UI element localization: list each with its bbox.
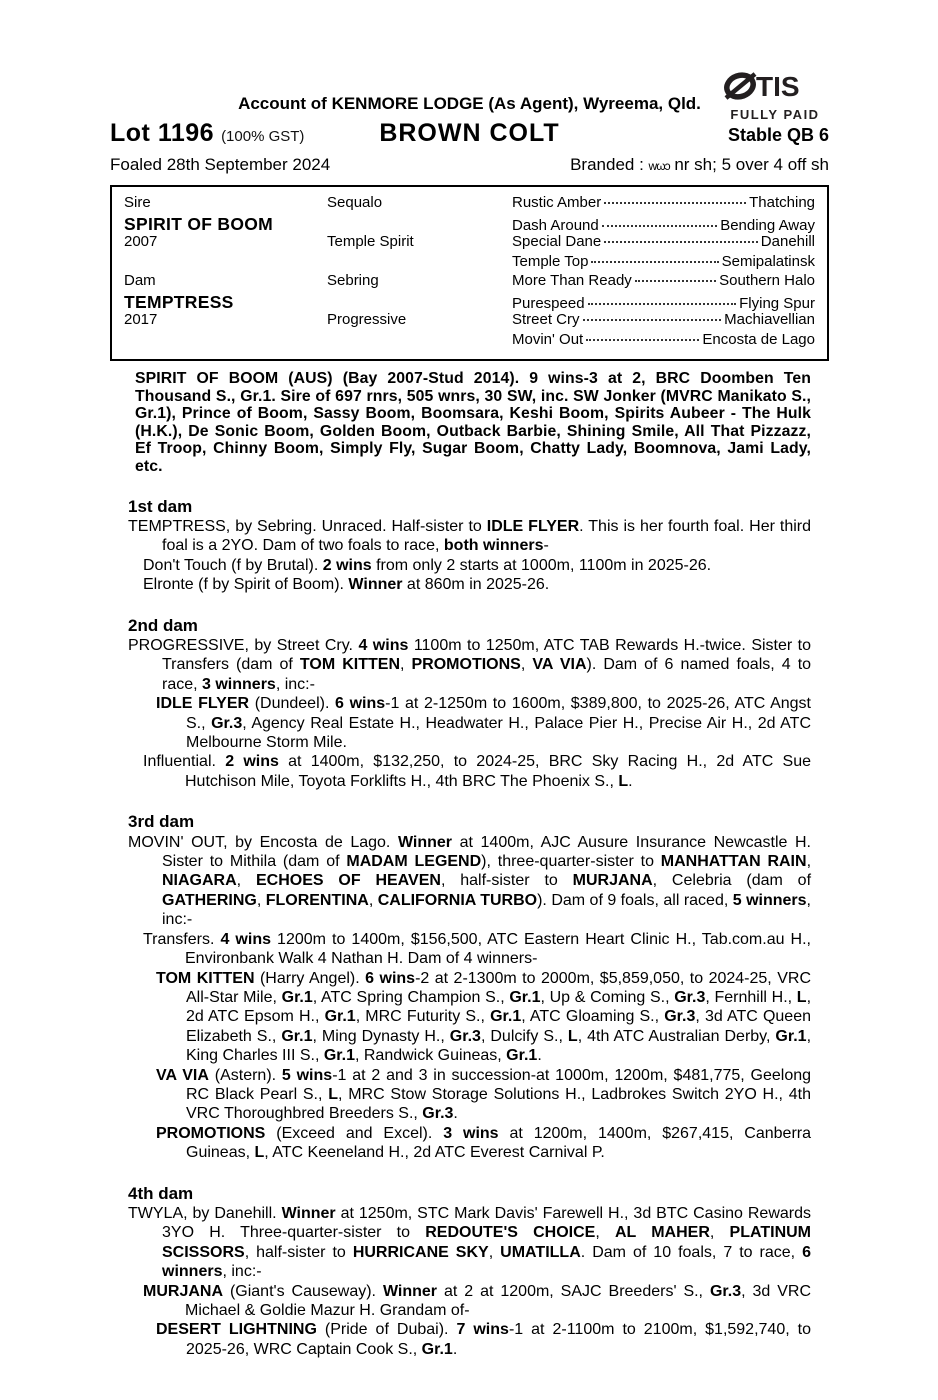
ancestor-sire: Machiavellian: [724, 311, 815, 328]
ancestor-row: [512, 311, 815, 328]
dam-paragraph: TEMPTRESS, by Sebring. Unraced. Half-sister to IDLE FLYER. This is her fourth foal. Her third foal is a 2YO. Dam of two foals to race, both winners-: [128, 517, 812, 555]
stable-number: Stable QB 6: [727, 125, 829, 145]
logo-fully-paid-label: FULLY PAID: [730, 107, 820, 122]
sire-dam-name: Temple Spirit: [327, 233, 414, 250]
sire-role-label: Sire: [124, 194, 151, 211]
ancestor-name: Purespeed: [512, 294, 585, 312]
page-content: [110, 70, 829, 1359]
dot-leader: [604, 241, 758, 243]
progeny-paragraph: Don't Touch (f by Brutal). 2 wins from only 2 starts at 1000m, 1100m in 2025-26.: [143, 556, 712, 574]
dam-role-label: Dam: [124, 272, 156, 289]
ancestor-row: [512, 253, 815, 270]
dot-leader: [635, 280, 716, 282]
progeny-paragraph: Influential. 2 wins at 1400m, $132,250, to 2024-25, BRC Sky Racing H., 2d ATC Sue Hutchison Mile, Toyota Forklifts H., 4th BRC The Phoenix S., L.: [143, 753, 812, 790]
sire-name: SPIRIT OF BOOM: [124, 213, 274, 234]
progeny-paragraph: MURJANA (Giant's Causeway). Winner at 2 at 1200m, SAJC Breeders' S., Gr.3, 3d VRC Michael & Goldie Mazur H. Grandam of-: [143, 1282, 812, 1319]
branded-suffix: nr sh; 5 over 4 off sh: [674, 155, 829, 174]
lot-line: [110, 119, 829, 149]
ancestor-sire: Bending Away: [720, 216, 815, 234]
dam-section-2: [128, 616, 811, 792]
ancestor-row: [512, 233, 815, 250]
sire-sire-name: Sequalo: [327, 194, 383, 211]
account-line: Account of KENMORE LODGE (As Agent), Wyreema, Qld.: [238, 94, 701, 113]
section-heading: 1st dam: [128, 496, 193, 516]
dam-year: 2017: [124, 311, 158, 328]
dam-paragraph: TWYLA, by Danehill. Winner at 1250m, STC Mark Davis' Farewell H., 3d BTC Casino Rewards 3YO H. Three-quarter-sister to REDOUTE'S CHOICE, AL MAHER, PLATINUM SCISSORS, half-sister to HURRICANE SKY, UMATILLA. Dam of 10 foals, 7 to race, 6 winners, inc:-: [128, 1204, 812, 1281]
pedigree-table: [110, 185, 829, 361]
foaled-date: Foaled 28th September 2024: [110, 155, 331, 174]
dam-name: TEMPTRESS: [124, 291, 234, 312]
ancestor-row: [512, 217, 815, 234]
progeny-paragraph: VA VIA (Astern). 5 wins-1 at 2 and 3 in succession-at 1000m, 1200m, $481,775, Geelong RC Black Pearl S., L, MRC Stow Storage Solutions H., Ladbrokes Switch 2YO H., 4th VRC Thoroughbred Breeders S., Gr.3.: [156, 1066, 812, 1123]
progeny-paragraph: Transfers. 4 wins 1200m to 1400m, $156,500, ATC Eastern Heart Clinic H., Tab.com.au H., Environbank Walk 4 Nathan H. Dam of 4 winners-: [143, 930, 811, 968]
qtis-logo: [715, 70, 835, 122]
dot-leader: [583, 319, 722, 321]
ancestor-name: Dash Around: [512, 216, 599, 234]
ancestor-name: Movin' Out: [512, 330, 584, 348]
progeny-paragraph: DESERT LIGHTNING (Pride of Dubai). 7 wins-1 at 2-1100m to 2100m, $1,592,740, to 2025-26, WRC Captain Cook S., Gr.1.: [156, 1321, 812, 1358]
ancestor-sire: Southern Halo: [719, 272, 815, 289]
ancestor-name: Special Dane: [512, 233, 602, 250]
section-heading: 2nd dam: [128, 615, 198, 635]
ancestor-row: [512, 295, 815, 312]
dam-paragraph: MOVIN' OUT, by Encosta de Lago. Winner at 1400m, AJC Ausure Insurance Newcastle H. Sister to Mithila (dam of MADAM LEGEND), three-quarter-sister to MANHATTAN RAIN, NIAGARA, ECHOES OF HEAVEN, half-sister to MURJANA, Celebria (dam of GATHERING, FLORENTINA, CALIFORNIA TURBO). Dam of 9 foals, all raced, 5 winners, inc:-: [128, 833, 812, 929]
ancestor-sire: Encosta de Lago: [702, 330, 815, 348]
ancestor-row: [512, 331, 815, 348]
dot-leader: [604, 202, 746, 204]
dot-leader: [588, 303, 737, 305]
progeny-paragraph: IDLE FLYER (Dundeel). 6 wins-1 at 2-1250m to 1600m, $389,800, to 2025-26, ATC Angst S., Gr.3, Agency Real Estate H., Headwater H., Palace Pier H., Precise Air H., 2d ATC Melbourne Storm Mile.: [156, 695, 811, 752]
ancestor-row: [512, 272, 815, 289]
foaled-line: [110, 155, 829, 175]
section-heading: 3rd dam: [128, 812, 195, 832]
ancestor-name: Rustic Amber: [512, 194, 602, 211]
branded-prefix: Branded :: [570, 155, 644, 174]
progeny-paragraph: TOM KITTEN (Harry Angel). 6 wins-2 at 2-1300m to 2000m, $5,859,050, to 2024-25, VRC All-Star Mile, Gr.1, ATC Spring Champion S., Gr.1, Up & Coming S., Gr.3, Fernhill H., L, 2d ATC Epsom H., Gr.1, MRC Futurity S., Gr.1, ATC Gloaming S., Gr.3, 3d ATC Queen Elizabeth S., Gr.1, Ming Dynasty H., Gr.3, Dulcify S., L, 4th ATC Australian Derby, Gr.1, King Charles III S., Gr.1, Randwick Guineas, Gr.1.: [156, 969, 812, 1065]
ancestor-sire: Flying Spur: [739, 294, 815, 312]
ancestor-sire: Thatching: [749, 194, 815, 211]
ancestor-sire: Danehill: [760, 233, 815, 250]
dam-sire-name: Sebring: [327, 272, 379, 289]
dot-leader: [591, 261, 718, 263]
section-heading: 4th dam: [128, 1183, 194, 1203]
dam-paragraph: PROGRESSIVE, by Street Cry. 4 wins 1100m to 1250m, ATC TAB Rewards H.-twice. Sister to Transfers (dam of TOM KITTEN, PROMOTIONS, VA VIA). Dam of 6 named foals, 4 to race, 3 winners, inc:-: [128, 637, 812, 693]
brand-info: [570, 155, 829, 175]
ancestor-name: Street Cry: [512, 311, 580, 328]
sire-summary: SPIRIT OF BOOM (AUS) (Bay 2007-Stud 2014). 9 wins-3 at 2, BRC Doomben Ten Thousand S., Gr.1. Sire of 697 rnrs, 505 wnrs, 30 SW, inc. SW Jonker (MVRC Manikato S., Gr.1), Prince of Boom, Sassy Boom, Boomsara, Keshi Boom, Spirits Aubeer - The Hulk (H.K.), De Sonic Boom, Golden Boom, Outback Barbie, Shining Smile, All That Pizzazz, Ef Troop, Chinny Boom, Simply Fly, Sugar Boom, Chatty Lady, Boomnova, Jami Lady, etc.: [135, 370, 811, 475]
ancestor-row: [512, 194, 815, 211]
brand-mark-glyph: ᴡωɔ: [648, 159, 670, 173]
lot-number: Lot 1196: [110, 119, 215, 147]
logo-tis-text: TIS: [756, 71, 800, 102]
gst-note: (100% GST): [221, 128, 305, 145]
dot-leader: [602, 225, 717, 227]
page-header: [110, 70, 829, 175]
dam-dam-name: Progressive: [327, 311, 407, 328]
dam-section-4: [128, 1184, 811, 1360]
dot-leader: [586, 339, 699, 341]
ancestor-name: More Than Ready: [512, 272, 632, 289]
dam-section-1: [128, 497, 811, 595]
q-swoosh-icon: [723, 70, 827, 104]
sire-year: 2007: [124, 233, 158, 250]
horse-title: BROWN COLT: [379, 119, 560, 147]
ancestor-sire: Semipalatinsk: [721, 252, 815, 270]
ancestor-name: Temple Top: [512, 252, 589, 270]
progeny-paragraph: PROMOTIONS (Exceed and Excel). 3 wins at 1200m, 1400m, $267,415, Canberra Guineas, L, ATC Keeneland H., 2d ATC Everest Carnival P.: [156, 1124, 812, 1162]
progeny-paragraph: Elronte (f by Spirit of Boom). Winner at 860m in 2025-26.: [143, 576, 550, 594]
dam-section-3: [128, 812, 811, 1162]
